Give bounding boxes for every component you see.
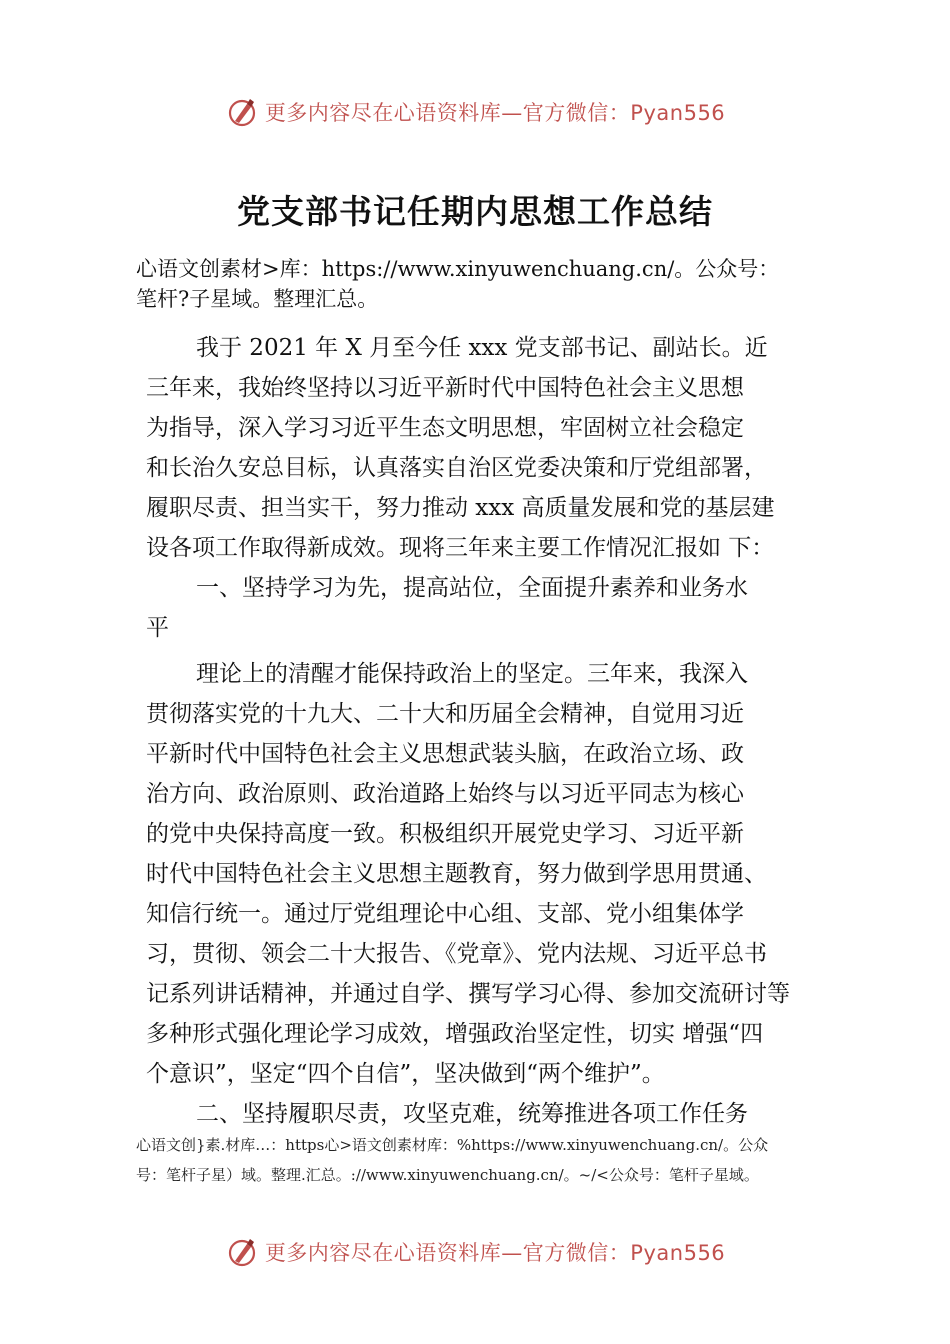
source-line: 笔杆?子星域。整理汇总。: [136, 287, 379, 311]
footer-banner: [0, 1232, 950, 1272]
body-line: 贯彻落实党的十九大、二十大和历届全会精神，自觉用习近: [146, 701, 744, 727]
banner-text: 更多内容尽在心语资料库—官方微信：Pyan556: [264, 101, 726, 125]
body-line: 设各项工作取得新成效。现将三年来主要工作情况汇报如 下：: [146, 535, 775, 561]
body-line: 个意识”，坚定“四个自信”，坚决做到“两个维护”。: [146, 1061, 665, 1087]
page-title: 党支部书记任期内思想工作总结: [237, 192, 713, 231]
body-line: 习，贯彻、领会二十大报告、《党章》、党内法规、习近平总书: [146, 941, 767, 967]
body-line: 的党中央保持高度一致。积极组织开展党史学习、习近平新: [146, 821, 744, 847]
body-line: 治方向、政治原则、政治道路上始终与以习近平同志为核心: [146, 781, 744, 807]
body-line: 记系列讲话精神，并通过自学、撰写学习心得、参加交流研讨等: [146, 981, 790, 1007]
body-line: 和长治久安总目标，认真落实自治区党委决策和厅党组部署，: [146, 455, 767, 481]
body-line: 平新时代中国特色社会主义思想武装头脑，在政治立场、政: [146, 741, 744, 767]
body-line: 多种形式强化理论学习成效，增强政治坚定性，切实 增强“四: [146, 1021, 764, 1047]
source-line: 心语文创素材>库：https://www.xinyuwenchuang.cn/。公众号：: [136, 257, 780, 281]
body-line: 平: [146, 615, 169, 641]
header-banner: [0, 92, 950, 132]
body-line: 我于 2021 年 X 月至今任 xxx 党支部书记、副站长。近: [196, 335, 768, 361]
pen-nib-logo-icon: [225, 95, 259, 129]
footer-line: 心语文创}素.材库…：https心>语文创素材库：%https://www.xinyuwenchuang.cn/。公众: [136, 1136, 769, 1154]
body-line: 一、坚持学习为先，提高站位，全面提升素养和业务水: [196, 575, 748, 601]
body-line: 理论上的清醒才能保持政治上的坚定。三年来，我深入: [196, 661, 748, 687]
pen-nib-logo-icon: [225, 1235, 259, 1269]
footer-line: 号：笔杆子星）域。整理.汇总。://www.xinyuwenchuang.cn/。~/<公众号：笔杆子星域。: [136, 1166, 759, 1184]
body-line: 二、坚持履职尽责，攻坚克难，统筹推进各项工作任务: [196, 1101, 748, 1127]
body-line: 时代中国特色社会主义思想主题教育，努力做到学思用贯通、: [146, 861, 767, 887]
banner-text: 更多内容尽在心语资料库—官方微信：Pyan556: [264, 1241, 726, 1265]
body-line: 三年来，我始终坚持以习近平新时代中国特色社会主义思想: [146, 375, 744, 401]
body-line: 知信行统一。通过厅党组理论中心组、支部、党小组集体学: [146, 901, 744, 927]
body-line: 为指导，深入学习习近平生态文明思想，牢固树立社会稳定: [146, 415, 744, 441]
body-line: 履职尽责、担当实干，努力推动 xxx 高质量发展和党的基层建: [146, 495, 775, 521]
